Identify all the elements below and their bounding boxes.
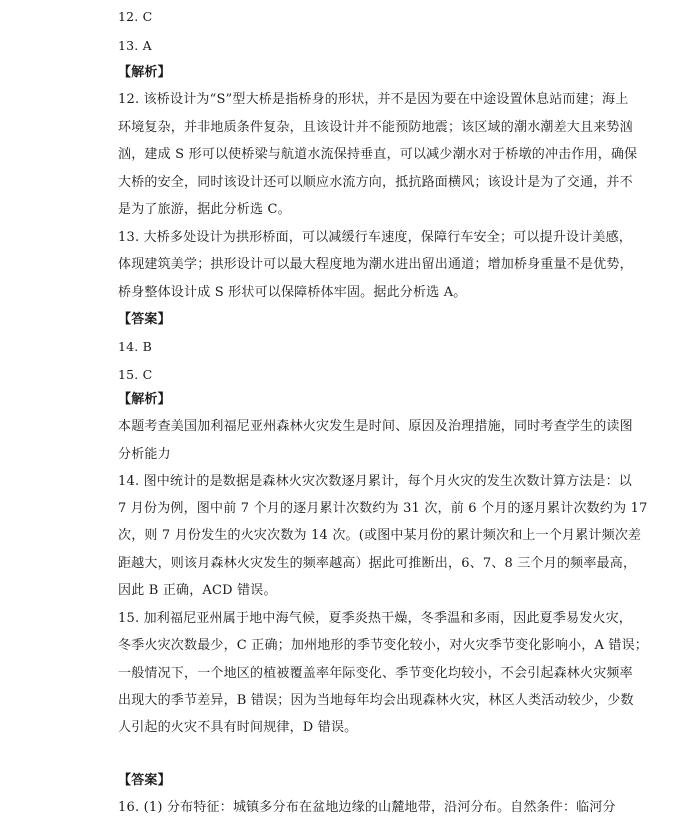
section-heading-jiexi: 【解析】: [118, 392, 171, 407]
explanation-14-line: 7 月份为例，图中前 7 个月的逐月累计次数约为 31 次，前 6 个月的逐月累计次数约为 17: [118, 501, 648, 516]
explanation-14-line: 因此 B 正确，ACD 错误。: [118, 583, 277, 598]
section-heading-daan: 【答案】: [118, 773, 171, 788]
intro-line: 本题考查美国加利福尼亚州森林火灾发生是时间、原因及治理措施，同时考查学生的读图: [118, 419, 633, 434]
explanation-12-line: 是为了旅游，据此分析选 C。: [118, 202, 291, 217]
intro-line: 分析能力: [118, 447, 171, 462]
explanation-12-line: 12. 该桥设计为“S”型大桥是指桥身的形状，并不是因为要在中途设置休息站而建；海上: [118, 92, 629, 107]
explanation-15-line: 冬季火灾次数最少，C 正确；加州地形的季节变化较小，对火灾季节变化影响小，A 错误；: [118, 638, 649, 653]
explanation-15-line: 人引起的火灾不具有时间规律，D 错误。: [118, 720, 358, 735]
explanation-12-line: 环境复杂，并非地质条件复杂，且该设计并不能预防地震；该区域的潮水潮差大且来势汹: [118, 120, 633, 135]
explanation-12-line: 汹，建成 S 形可以使桥梁与航道水流保持垂直，可以减少潮水对于桥墩的冲击作用，确保: [118, 147, 638, 162]
explanation-13-line: 13. 大桥多处设计为拱形桥面，可以减缓行车速度，保障行车安全；可以提升设计美感，: [118, 230, 633, 245]
explanation-14-line: 距越大，则该月森林火灾发生的频率越高）据此可推断出，6、7、8 三个月的频率最高，: [118, 556, 637, 571]
explanation-15-line: 出现大的季节差异，B 错误；因为当地每年均会出现森林火灾，林区人类活动较少，少数: [118, 693, 634, 708]
answer-12: 12. C: [118, 9, 153, 24]
section-heading-daan: 【答案】: [118, 312, 171, 327]
explanation-12-line: 大桥的安全，同时该设计还可以顺应水流方向，抵抗路面横风；该设计是为了交通，并不: [118, 175, 633, 190]
answer-13: 13. A: [118, 38, 152, 53]
explanation-14-line: 次，则 7 月份发生的火灾次数为 14 次。(或图中某月份的累计频次和上一个月累计频次差: [118, 528, 642, 543]
explanation-13-line: 体现建筑美学；拱形设计可以最大程度地为潮水进出留出通道；增加桥身重量不是优势，: [118, 257, 633, 272]
answer-15: 15. C: [118, 367, 153, 382]
explanation-15-line: 15. 加利福尼亚州属于地中海气候，夏季炎热干燥，冬季温和多雨，因此夏季易发火灾，: [118, 611, 633, 626]
explanation-15-line: 一般情况下，一个地区的植被覆盖率年际变化、季节变化均较小，不会引起森林火灾频率: [118, 666, 633, 681]
section-heading-jiexi: 【解析】: [118, 65, 171, 80]
answer-14: 14. B: [118, 339, 153, 354]
explanation-13-line: 桥身整体设计成 S 形状可以保障桥体牢固。据此分析选 A。: [118, 285, 467, 300]
explanation-14-line: 14. 图中统计的是数据是森林火灾次数逐月累计，每个月火灾的发生次数计算方法是：以: [118, 474, 633, 489]
answer-16-line: 16. (1) 分布特征：城镇多分布在盆地边缘的山麓地带，沿河分布。自然条件：临河分: [118, 800, 616, 815]
